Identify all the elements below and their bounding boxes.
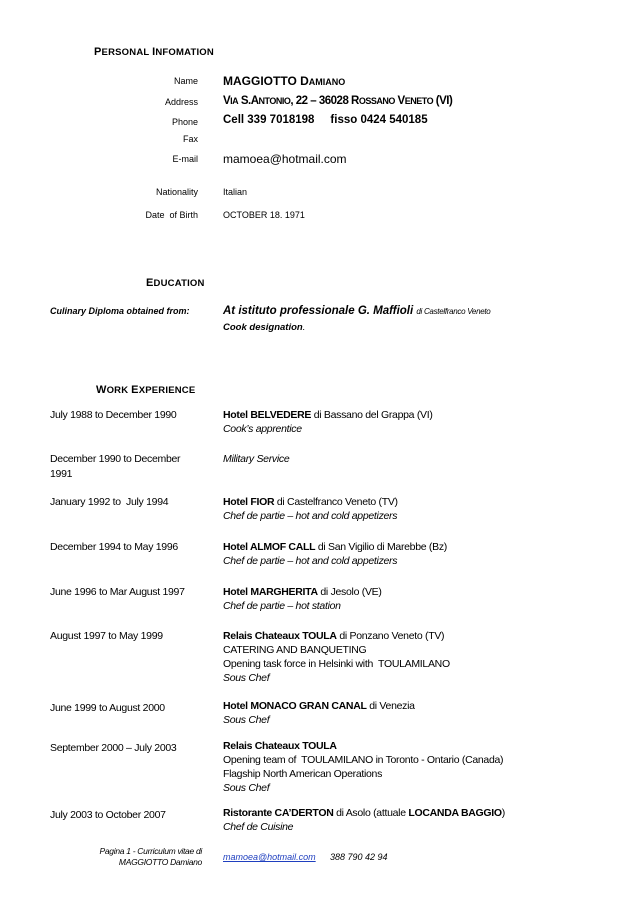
work-entry: Hotel MONACO GRAN CANAL di Venezia Sous Chef [223, 700, 415, 726]
work-entry: Hotel ALMOF CALL di San Vigilio di Marebbe (Bz) Chef de partie – hot and cold appetizers [223, 541, 447, 567]
work-date: September 2000 – July 2003 [50, 742, 177, 754]
work-date: July 1988 to December 1990 [50, 409, 177, 421]
email-label: E-mail [172, 154, 198, 164]
work-section-title: WORK EXPERIENCE [96, 384, 196, 396]
education-designation: Cook designation. [223, 322, 306, 333]
nationality-label: Nationality [155, 187, 198, 197]
work-date: January 1992 to July 1994 [50, 496, 169, 508]
footer-page-info: Pagina 1 - Curriculum vitae di MAGGIOTTO Damiano [99, 846, 202, 867]
nationality-value: Italian [223, 187, 248, 197]
work-entry: Hotel MARGHERITA di Jesolo (VE) Chef de partie – hot station [223, 586, 382, 612]
footer-phone: 388 790 42 94 [330, 852, 388, 862]
personal-section-title: PERSONAL INFOMATION [94, 46, 214, 58]
work-date: June 1996 to Mar August 1997 [50, 586, 185, 598]
address-label: Address [164, 97, 198, 107]
education-section-title: EDUCATION [146, 277, 205, 289]
name-value: MAGGIOTTO DAMIANO [223, 74, 346, 88]
dob-value: OCTOBER 18. 1971 [223, 210, 305, 220]
work-date: July 2003 to October 2007 [50, 809, 166, 821]
work-entry: Military Service [223, 453, 290, 465]
email-value[interactable]: mamoea@hotmail.com [223, 152, 347, 166]
dob-label: Date of Birth [145, 210, 198, 220]
phone-label: Phone [171, 117, 198, 127]
education-label: Culinary Diploma obtained from: [50, 306, 190, 316]
work-date: December 1990 to December 1991 [50, 453, 181, 480]
footer-email-link[interactable]: mamoea@hotmail.com [223, 852, 316, 862]
work-entry: Hotel BELVEDERE di Bassano del Grappa (VI) Cook’s apprentice [223, 409, 433, 435]
work-entry: Relais Chateaux TOULA di Ponzano Veneto (TV) CATERING AND BANQUETING Opening task force in Helsinki with TOULAMILANO Sous Chef [223, 630, 450, 684]
work-date: December 1994 to May 1996 [50, 541, 178, 553]
work-entry: Hotel FIOR di Castelfranco Veneto (TV) Chef de partie – hot and cold appetizers [223, 496, 398, 522]
fax-label: Fax [182, 134, 198, 144]
address-value: VIA S.ANTONIO, 22 – 36028 ROSSANO VENETO (VI) [223, 95, 453, 107]
education-school: At istituto professionale G. Maffioli di Castelfranco Veneto [223, 305, 491, 317]
name-label: Name [173, 76, 198, 86]
phone-value: Cell 339 7018198 fisso 0424 540185 [223, 114, 428, 126]
work-entry: Relais Chateaux TOULA Opening team of TOULAMILANO in Toronto - Ontario (Canada) Flagship North American Operations Sous Chef [223, 740, 504, 794]
work-date: August 1997 to May 1999 [50, 630, 163, 642]
work-entry: Ristorante CA’DERTON di Asolo (attuale LOCANDA BAGGIO) Chef de Cuisine [223, 807, 505, 833]
work-date: June 1999 to August 2000 [50, 702, 165, 714]
